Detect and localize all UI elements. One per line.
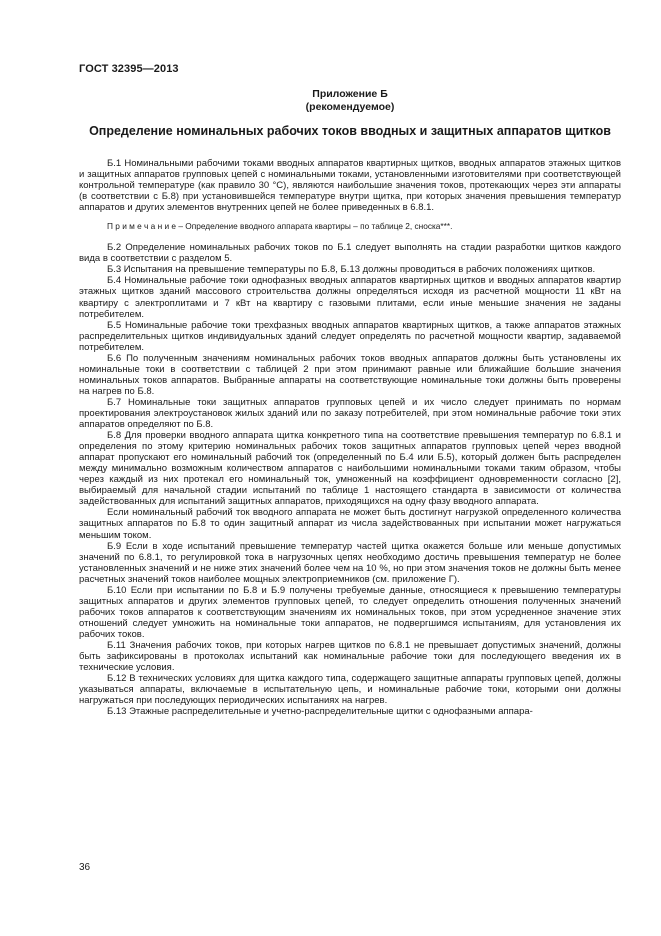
paragraph-b5: Б.5 Номинальные рабочие токи трехфазных вводных аппаратов квартирных щитков, а также аппаратов этажных распределительных щитков индивидуальных зданий следует определять по расчетной мощности квартир, задаваемой потребителем. bbox=[79, 319, 621, 353]
paragraph-b13: Б.13 Этажные распределительные и учетно-распределительные щитки с однофазными аппара- bbox=[107, 706, 533, 718]
standard-header: ГОСТ 32395—2013 bbox=[79, 63, 179, 75]
paragraph-b12: Б.12 В технических условиях для щитка каждого типа, содержащего защитные аппараты групповых цепей, должны указываться аппараты, включаемые в испытательную цепь, и номинальные рабочие токи, которыми они должны нагружаться при последующих периодических испытаниях на нагрев. bbox=[79, 673, 621, 707]
paragraph-b7: Б.7 Номинальные токи защитных аппаратов групповых цепей и их число следует принимать по нормам проектирования электроустановок жилых зданий или по заказу потребителей, при этом номинальные рабочие токи этих аппаратов определяют по Б.8. bbox=[79, 396, 621, 431]
paragraph-b1: Б.1 Номинальными рабочими токами вводных аппаратов квартирных щитков, вводных аппаратов этажных щитков и защитных аппаратов групповых цепей с номинальными токами, установленными изготовителями при соответствующей контрольной температуре (как правило 30 °С), являются наибольшие значения токов, протекающих через эти аппараты (в соответствии с Б.8) при установившейся температуре внутри щитка, при которых значения превышения температур аппаратов и других элементов внутренних цепей не более приведенных в 6.8.1. bbox=[79, 158, 621, 214]
note: П р и м е ч а н и е – Определение вводного аппарата квартиры – по таблице 2, сноска***. bbox=[107, 221, 453, 232]
paragraph-b6: Б.6 По полученным значениям номинальных рабочих токов вводных аппаратов должны быть установлены их номинальные токи в соответствии с таблицей 2 при этом принимают равные или ближайшие большие значения номинальных токов аппаратов. Выбранные аппараты на соответствующие номинальные токи должны быть проверены на нагрев по Б.8. bbox=[79, 352, 621, 397]
paragraph-b8: Б.8 Для проверки вводного аппарата щитка конкретного типа на соответствие превышения температур по 6.8.1 и определения по этому критерию номинальных рабочих токов защитных аппаратов групповых цепей через вводной аппарат пропускают его номинальный рабочий ток (определенный по Б.4 или Б.5), который должен быть распределен между минимально возможным количеством аппаратов с наибольшими номинальными токами таким образом, чтобы через каждый из них протекал его номинальный ток, умноженный на коэффициент одновременности согласно [2], выбираемый для начальной стадии испытаний по таблице 1 настоящего стандарта в зависимости от количества задействованных для испытаний защитных аппаратов, приходящихся на одну фазу вводного аппарата. bbox=[79, 430, 621, 508]
paragraph-b2: Б.2 Определение номинальных рабочих токов по Б.1 следует выполнять на стадии разработки щитков каждого вида в соответствии с разделом 5. bbox=[79, 242, 621, 265]
page-number: 36 bbox=[79, 862, 91, 873]
paragraph-b4: Б.4 Номинальные рабочие токи однофазных вводных аппаратов квартирных щитков и вводных аппаратов квартир этажных щитков зданий массового строительства должны определяться исходя из расчетной мощности 11 кВт на квартиру с электроплитами и 7 кВт на квартиру с газовыми плитами, если иные меньшие значения не заданы потребителем. bbox=[79, 275, 621, 320]
annex-status: (рекомендуемое) bbox=[305, 101, 395, 113]
paragraph-b3: Б.3 Испытания на превышение температуры по Б.8, Б.13 должны проводиться в рабочих положениях щитков. bbox=[107, 264, 596, 276]
paragraph-b11: Б.11 Значения рабочих токов, при которых нагрев щитков по 6.8.1 не превышает допустимых значений, должны быть зафиксированы в протоколах испытаний как номинальные рабочие токи для последующего введения их в технические условия. bbox=[79, 639, 621, 674]
annex-heading: Определение номинальных рабочих токов вводных и защитных аппаратов щитков bbox=[89, 124, 611, 138]
document-body bbox=[79, 158, 621, 717]
paragraph-b8-continued: Если номинальный рабочий ток вводного аппарата не может быть достигнут нагрузкой определенного количества защитных аппаратов по Б.8 то один защитный аппарат из числа задействованных при испытании может нагружаться меньшим током. bbox=[79, 507, 621, 541]
paragraph-b9: Б.9 Если в ходе испытаний превышение температур частей щитка окажется больше или меньше допустимых значений по 6.8.1, то регулировкой тока в нагрузочных цепях необходимо достичь превышения температур не более установленных значений и не ниже этих значений более чем на 10 %, но при этом значения токов не должны быть менее расчетных значений токов наиболее мощных электроприемников (см. приложение Г). bbox=[79, 540, 621, 585]
annex-title: Приложение Б bbox=[312, 88, 388, 100]
paragraph-b10: Б.10 Если при испытании по Б.8 и Б.9 получены требуемые данные, относящиеся к превышению температуры защитных аппаратов и других элементов групповых цепей, то следует определить отношения полученных значений рабочих токов аппаратов к соответствующим значениям их номинальных токов, при этом усредненное значение этих отношений следует умножить на номинальные токи аппаратов, не подвергшимся испытаниям, для установления их рабочих токов. bbox=[79, 584, 621, 640]
